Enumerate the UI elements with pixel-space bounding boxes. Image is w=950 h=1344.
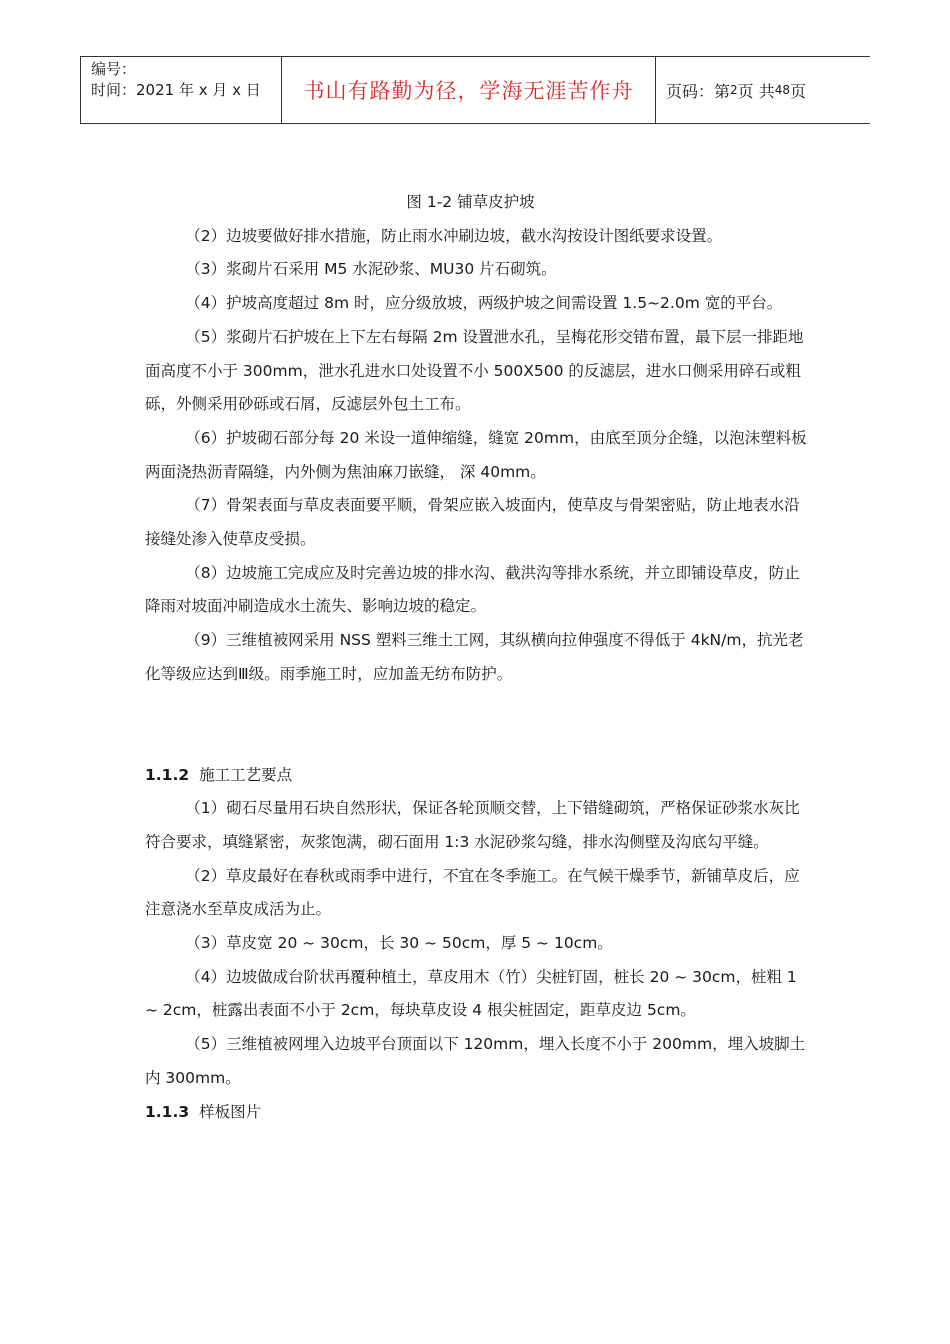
paragraph: （4）边坡做成台阶状再覆种植土，草皮用木（竹）尖桩钉固，桩长 20 ~ 30cm，桩粗 1 ~ 2cm，桩露出表面不小于 2cm，每块草皮设 4 根尖桩固定，距草皮边 5cm。 (145, 967, 797, 1020)
document-time-label: 时间：2021 年 x 月 x 日 (91, 81, 261, 99)
paragraph: （5）浆砌片石护坡在上下左右每隔 2m 设置泄水孔，呈梅花形交错布置，最下层一排距地面高度不小于 300mm，泄水孔进水口处设置不小 500X500 的反滤层，进水口侧采用碎石或粗砾，外侧采用砂砾或石屑，反滤层外包土工布。 (145, 327, 804, 414)
page-suffix: 页 (790, 81, 807, 101)
document-body (145, 186, 810, 1129)
paragraph: （1）砌石尽量用石块自然形状，保证各轮顶顺交替，上下错缝砌筑，严格保证砂浆水灰比符合要求，填缝紧密，灰浆饱满，砌石面用 1:3 水泥砂浆勾缝，排水沟侧壁及沟底勾平缝。 (145, 799, 800, 851)
figure-caption: 图 1-2 铺草皮护坡 (406, 193, 535, 211)
header-motto: 书山有路勤为径，学海无涯苦作舟 (282, 57, 656, 123)
section-title: 样板图片 (199, 1102, 262, 1121)
paragraph: （7）骨架表面与草皮表面要平顺，骨架应嵌入坡面内，使草皮与骨架密贴，防止地表水沿接缝处渗入使草皮受损。 (145, 496, 800, 549)
page-prefix: 页码：第 (666, 81, 731, 101)
paragraph: （8）边坡施工完成应及时完善边坡的排水沟、截洪沟等排水系统，并立即铺设草皮，防止降雨对坡面冲刷造成水土流失、影响边坡的稳定。 (145, 563, 800, 616)
page-number-cell (656, 57, 870, 123)
page-total: 48 (774, 83, 791, 97)
page-header (80, 56, 870, 124)
section-number: 1.1.3 (145, 1102, 190, 1121)
paragraph: （3）浆砌片石采用 M5 水泥砂浆、MU30 片石砌筑。 (185, 260, 557, 279)
section-number: 1.1.2 (145, 765, 190, 784)
page-mid: 页 共 (737, 81, 775, 101)
page-current: 2 (730, 83, 738, 97)
spacer (145, 692, 810, 759)
paragraph: （3）草皮宽 20 ~ 30cm，长 30 ~ 50cm，厚 5 ~ 10cm。 (185, 934, 613, 953)
section-heading-sample-images (145, 1096, 810, 1130)
section-heading-construction-points (145, 759, 810, 793)
paragraph: （4）护坡高度超过 8m 时，应分级放坡，两级护坡之间需设置 1.5~2.0m 宽的平台。 (185, 294, 783, 313)
paragraph: （5）三维植被网埋入边坡平台顶面以下 120mm，埋入长度不小于 200mm，埋入坡脚土内 300mm。 (145, 1035, 806, 1087)
paragraph: （2）草皮最好在春秋或雨季中进行，不宜在冬季施工。在气候干燥季节，新铺草皮后，应注意浇水至草皮成活为止。 (145, 866, 800, 919)
paragraph: （6）护坡砌石部分每 20 米设一道伸缩缝，缝宽 20mm，由底至顶分企缝，以泡沫塑料板两面浇热沥青隔缝，内外侧为焦油麻刀嵌缝， 深 40mm。 (145, 428, 807, 481)
paragraph: （9）三维植被网采用 NSS 塑料三维土工网，其纵横向拉伸强度不得低于 4kN/m，抗光老化等级应达到Ⅲ级。雨季施工时，应加盖无纺布防护。 (145, 631, 804, 683)
paragraph: （2）边坡要做好排水措施，防止雨水冲刷边坡，截水沟按设计图纸要求设置。 (185, 226, 723, 245)
header-meta-cell (81, 57, 282, 123)
document-number-label: 编号： (91, 60, 137, 78)
section-title: 施工工艺要点 (199, 765, 293, 784)
